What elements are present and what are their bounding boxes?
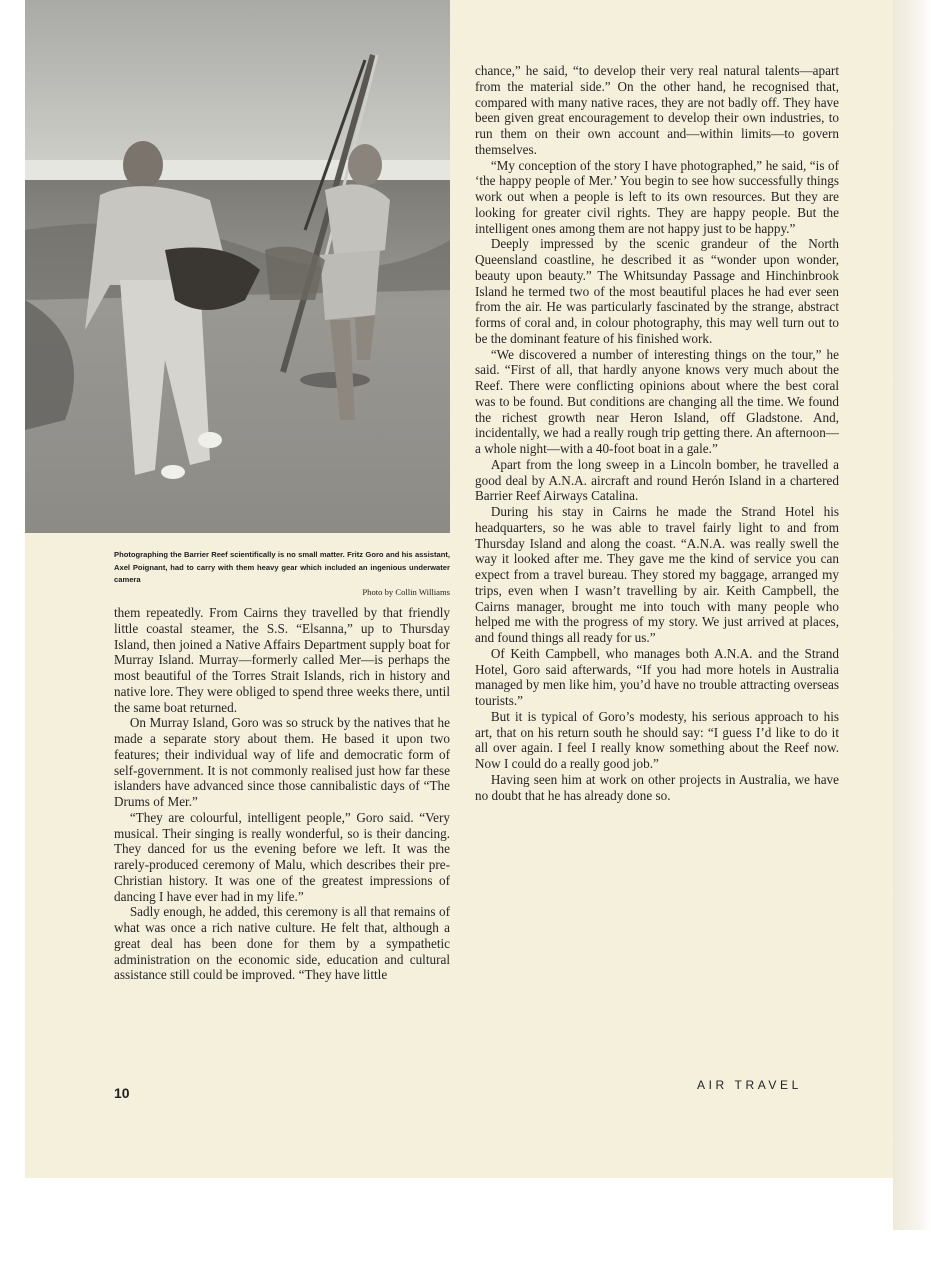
page-edge <box>893 0 931 1230</box>
page-number: 10 <box>114 1085 130 1101</box>
paragraph: them repeatedly. From Cairns they travelled by that friendly little coastal steamer, the S.S. “Elsanna,” up to Thursday Island, then joined a Native Affairs Department supply boat for Murray Island. Murray—formerly called Mer—is perhaps the most beautiful of the Torres Strait Islands, rich in history and native lore. They were obliged to spend three weeks there, until the same boat returned. <box>114 605 450 715</box>
photo-credit: Photo by Collin Williams <box>362 586 450 597</box>
magazine-name: AIR TRAVEL <box>697 1078 802 1092</box>
paragraph: “My conception of the story I have photographed,” he said, “is of ‘the happy people of Mer.’ You begin to see how successfully things work out when a people is left to its own resources. But they are looking for greater civil rights. They are happy people. But the intelligent ones among them are not happy just to be happy.” <box>475 157 839 236</box>
article-column-right <box>475 63 839 803</box>
paragraph: Sadly enough, he added, this ceremony is all that remains of what was once a rich native culture. He felt that, although a great deal has been done for them by a sympathetic administration on the economic side, education and cultural assistance still could be improved. “They have little <box>114 904 450 983</box>
paragraph: During his stay in Cairns he made the Strand Hotel his headquarters, so he was able to travel fairly light to and from Thursday Island and along the coast. “A.N.A. was really swell the way it looked after me. They gave me the kind of service you can expect from a travel bureau. They stored my baggage, arranged my trips, even when I wasn’t travelling by air. Keith Campbell, the Cairns manager, brought me into touch with many people who helped me with the progress of my story. We just arrived at places, and found things all ready for us.” <box>475 504 839 645</box>
paragraph: “We discovered a number of interesting things on the tour,” he said. “First of all, that hardly anyone knows very much about the Reef. There were conflicting opinions about where the best coral was to be found. But conditions are changing all the time. We found the richest growth near Heron Island, off Gladstone. And, incidentally, we had a really rough trip getting there. An afternoon—a whole night—with a 40-foot boat in a gale.” <box>475 346 839 456</box>
caption-text: Photographing the Barrier Reef scientifically is no small matter. Fritz Goro and his assistant, Axel Poignant, had to carry with them heavy gear which included an ingenious underwater camera <box>114 550 450 585</box>
paragraph: Deeply impressed by the scenic grandeur of the North Queensland coastline, he described it as “wonder upon wonder, beauty upon beauty.” The Whitsunday Passage and Hinchinbrook Island he termed two of the most beautiful places he had ever seen from the air. He was particularly fascinated by the strange, abstract forms of coral and, in colour photography, this may well turn out to be the dominant feature of his finished work. <box>475 236 839 346</box>
paragraph: chance,” he said, “to develop their very real natural talents—apart from the material side.” On the other hand, he recognised that, compared with many native races, they are not badly off. They have been given great encouragement to develop their own industries, to run them on their own account and—within limits—to govern themselves. <box>475 63 839 157</box>
paragraph: Apart from the long sweep in a Lincoln bomber, he travelled a good deal by A.N.A. aircraft and round Herón Island in a chartered Barrier Reef Airways Catalina. <box>475 456 839 504</box>
magazine-page <box>25 0 893 1178</box>
paragraph: Of Keith Campbell, who manages both A.N.A. and the Strand Hotel, Goro said afterwards, “If you had more hotels in Australia managed by men like him, you’d have no trouble attracting overseas tourists.” <box>475 645 839 708</box>
barrier-reef-photo <box>25 0 450 533</box>
photo-caption <box>114 549 450 598</box>
paragraph: Having seen him at work on other projects in Australia, we have no doubt that he has already done so. <box>475 771 839 803</box>
paragraph: But it is typical of Goro’s modesty, his serious approach to his art, that on his return south he should say: “I guess I’d like to do it all over again. I feel I really know something about the Reef now. Now I could do a really good job.” <box>475 708 839 771</box>
article-column-left <box>114 605 450 983</box>
paragraph: On Murray Island, Goro was so struck by the natives that he made a separate story about them. He based it upon two features; their individual way of life and democratic form of self-government. It is not commonly realised just how far these islanders have advanced since those cannibalistic days of “The Drums of Mer.” <box>114 715 450 809</box>
paragraph: “They are colourful, intelligent people,” Goro said. “Very musical. Their singing is really wonderful, so is their dancing. They danced for us the evening before we left. It was the rarely-produced ceremony of Malu, which describes their pre-Christian history. It was one of the greatest impressions of dancing I have ever had in my life.” <box>114 809 450 904</box>
